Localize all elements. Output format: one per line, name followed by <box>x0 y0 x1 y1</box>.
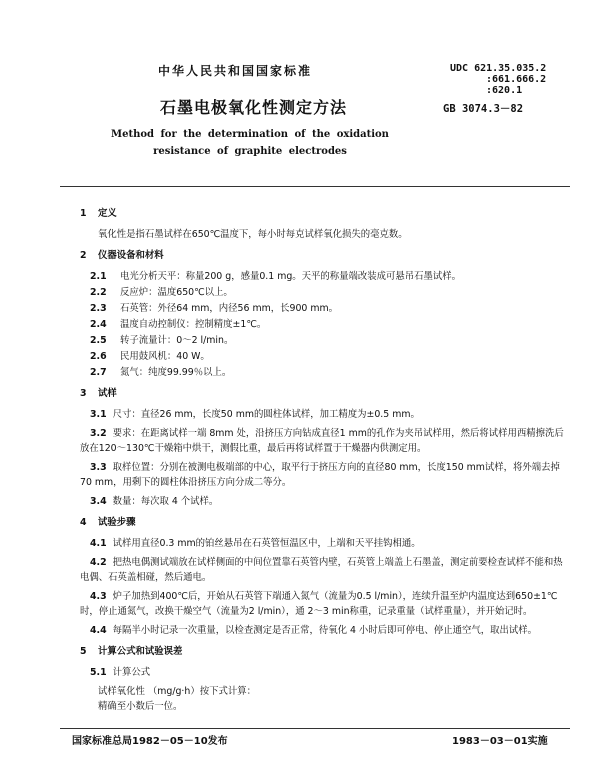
udc-code <box>450 63 546 96</box>
effective-date: 1983－03－01实施 <box>452 736 548 747</box>
paragraph: 4.4 每隔半小时记录一次重量，以检查测定是否正常，待氧化 4 小时后即可停电、停止通空气，取出试样。 <box>90 625 538 636</box>
paragraph: 3.3 取样位置：分别在被测电极端部的中心，取平行于挤压方向的直径80 mm，长度150 mm试样，将外端去掉70 mm，用剩下的圆柱体沿挤压方向分成二等分。 <box>80 462 560 488</box>
udc-line-1: UDC 621.35.035.2 <box>450 63 547 74</box>
subsection-heading: 5.1 计算公式 <box>90 667 151 678</box>
paragraph: 3.4 数量：每次取 4 个试样。 <box>90 496 219 507</box>
precision-note: 精确至小数后一位。 <box>98 701 183 712</box>
list-item: 2.7 氮气：纯度99.99％以上。 <box>90 367 232 378</box>
formula-intro: 试样氧化性 （mg/g·h）按下式计算： <box>98 686 256 697</box>
header-divider <box>60 186 570 187</box>
section-number: 2 <box>80 250 87 261</box>
paragraph: 4.2 把热电偶测试端放在试样侧面的中间位置靠石英管内壁，石英管上端盖上石墨盖，测定前要检查试样不能和热电偶、石英盖相碰，然后通电。 <box>80 557 563 583</box>
definition-text: 氧化性是指石墨试样在650℃温度下，每小时每克试样氧化损失的毫克数。 <box>98 229 408 240</box>
section-title: 仪器设备和材料 <box>98 250 164 261</box>
paragraph: 3.2 要求：在距离试样一端 8mm 处，沿挤压方向钻成直径1 mm的孔作为夹吊试样用，然后将试样用西精擦洗后放在120～130℃干燥箱中烘干，测假比重，最后再将试样置于干燥器内供测定用。 <box>80 428 564 454</box>
paragraph: 4.3 炉子加热到400℃后，开始从石英管下端通入氮气（流量为0.5 l/min），连续升温至炉内温度达到650±1℃时，停止通氮气，改换干燥空气（流量为2 l/min），通 2～3 min称重，记录重量（试样重量），并开始记时。 <box>80 591 558 617</box>
section-3-heading: 3 试样 <box>80 388 117 399</box>
section-1-heading <box>80 206 565 221</box>
paragraph: 4.1 试样用直径0.3 mm的铂丝悬吊在石英管恒温区中，上端和天平挂钩相通。 <box>90 538 421 549</box>
section-4-heading: 4 试验步骤 <box>80 517 136 528</box>
list-item: 2.3 石英管：外径64 mm，内径56 mm，长900 mm。 <box>90 303 338 314</box>
udc-line-2: :661.666.2 <box>486 74 547 85</box>
english-title: Method for the determination of the oxidation resistance of graphite electrodes <box>111 129 389 157</box>
udc-line-3: :620.1 <box>486 85 523 96</box>
page-title: 石墨电极氧化性测定方法 <box>160 98 348 117</box>
footer-divider <box>60 728 570 729</box>
section-5-heading: 5 计算公式和试验误差 <box>80 646 183 657</box>
list-item: 2.4 温度自动控制仪：控制精度±1℃。 <box>90 319 267 330</box>
list-item: 2.6 民用鼓风机：40 W。 <box>90 351 210 362</box>
issue-date: 国家标准总局1982－05－10发布 <box>72 736 228 747</box>
section-number: 1 <box>80 208 87 219</box>
section-2-heading <box>80 248 565 263</box>
list-item: 2.5 转子流量计：0～2 l/min。 <box>90 335 234 346</box>
standard-number: GB 3074.3－82 <box>443 103 524 115</box>
document-body <box>80 200 565 714</box>
section-title: 定义 <box>98 208 117 219</box>
list-item: 2.2 反应炉：温度650℃以上。 <box>90 287 233 298</box>
issuing-body: 中华人民共和国国家标准 <box>158 64 313 78</box>
list-item: 2.1 电光分析天平：称量200 g，感量0.1 mg。天平的称量端改装成可悬吊石墨试样。 <box>90 271 462 282</box>
paragraph: 3.1 尺寸：直径26 mm，长度50 mm的圆柱体试样，加工精度为±0.5 mm。 <box>90 409 420 420</box>
